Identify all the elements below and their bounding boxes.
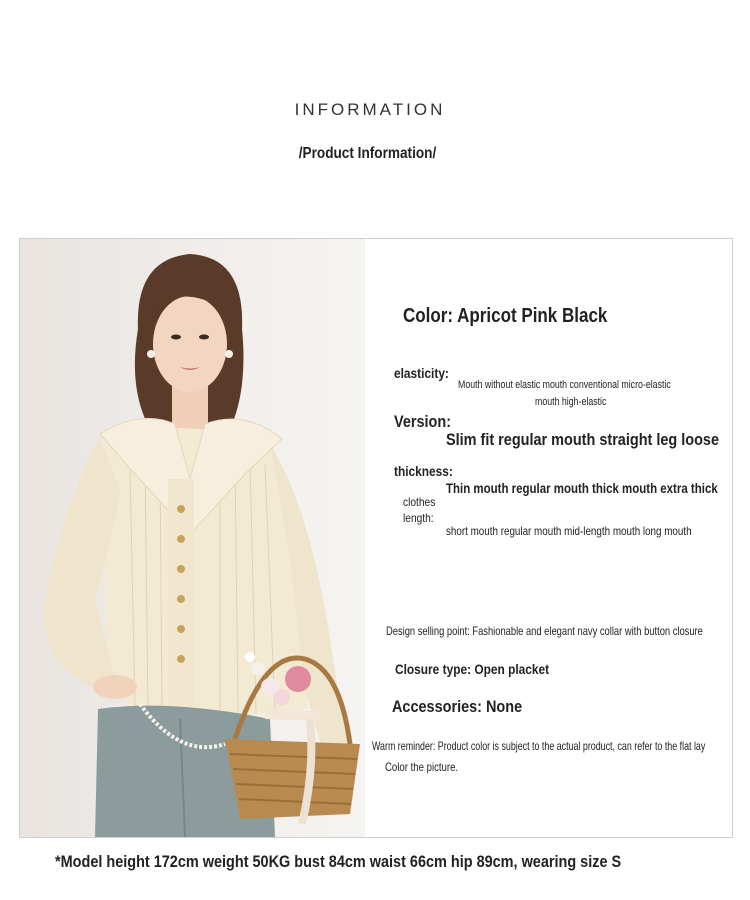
warm-reminder-line2: Color the picture. (385, 760, 459, 774)
product-info-card (19, 238, 733, 838)
model-size-note: *Model height 172cm weight 50KG bust 84cm waist 66cm hip 89cm, wearing size S (55, 852, 622, 871)
elasticity-label: elasticity: (394, 365, 449, 381)
version-label: Version: (394, 412, 452, 431)
length-label-line2: length: (403, 511, 434, 525)
closure-type: Closure type: Open placket (395, 661, 550, 677)
warm-reminder-line1: Warm reminder: Product color is subject to the actual product, can refer to the flat lay (372, 739, 706, 753)
elasticity-value-line1: Mouth without elastic mouth conventional micro-elastic (458, 379, 671, 391)
version-value: Slim fit regular mouth straight leg loose (446, 430, 719, 449)
thickness-value: Thin mouth regular mouth thick mouth extra thick (446, 480, 718, 496)
model-photo (20, 239, 365, 837)
accessories: Accessories: None (392, 697, 523, 716)
page-subtitle: /Product Information/ (298, 145, 437, 162)
length-value: short mouth regular mouth mid-length mouth long mouth (446, 524, 692, 538)
thickness-label: thickness: (394, 463, 453, 479)
length-label-line1: clothes (403, 495, 436, 509)
page-title: INFORMATION (294, 100, 446, 119)
color-info: Color: Apricot Pink Black (403, 305, 608, 327)
selling-point: Design selling point: Fashionable and elegant navy collar with button closure (386, 624, 703, 638)
elasticity-value-line2: mouth high-elastic (535, 396, 607, 408)
